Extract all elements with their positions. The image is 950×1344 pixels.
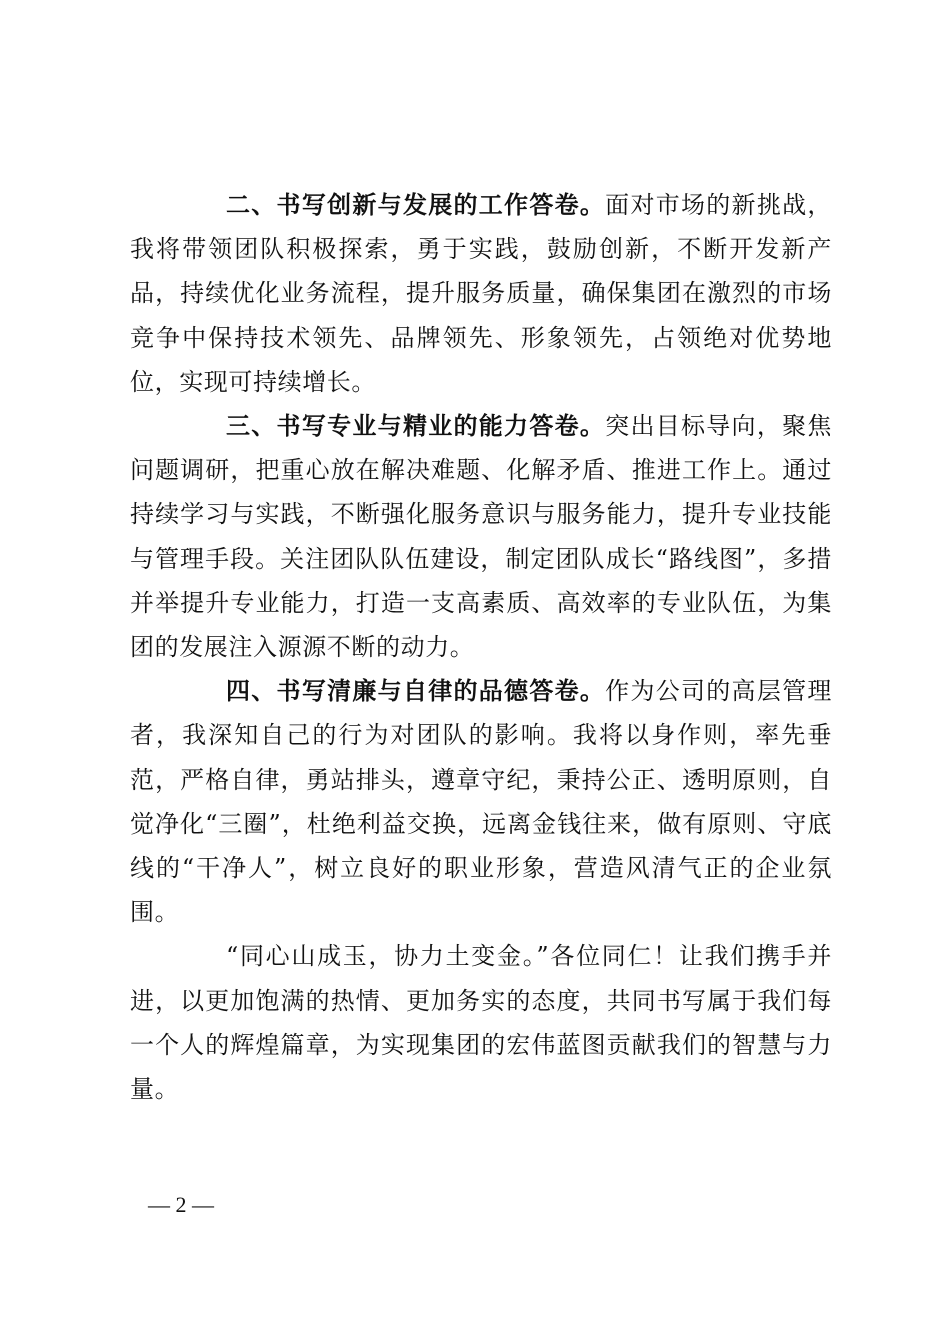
paragraph-text: 作为公司的高层管理者，我深知自己的行为对团队的影响。我将以身作则，率先垂范，严格自律，勇站排头，遵章守纪，秉持公正、透明原则，自觉净化“三圈”，杜绝利益交换，远离金钱往来，做有原则、守底线的“干净人”，树立良好的职业形象，营造风清气正的企业氛围。 bbox=[130, 677, 832, 927]
paragraph-closing bbox=[130, 934, 832, 1111]
paragraph-innovation bbox=[130, 183, 832, 404]
paragraph-text: 突出目标导向，聚焦问题调研，把重心放在解决难题、化解矛盾、推进工作上。通过持续学习与实践，不断强化服务意识与服务能力，提升专业技能与管理手段。关注团队队伍建设，制定团队成长“路线图”，多措并举提升专业能力，打造一支高素质、高效率的专业队伍，为集团的发展注入源源不断的动力。 bbox=[130, 412, 832, 662]
paragraph-heading: 二、书写创新与发展的工作答卷。 bbox=[226, 191, 606, 219]
paragraph-text: 面对市场的新挑战，我将带领团队积极探索，勇于实践，鼓励创新，不断开发新产品，持续优化业务流程，提升服务质量，确保集团在激烈的市场竞争中保持技术领先、品牌领先、形象领先，占领绝对优势地位，实现可持续增长。 bbox=[130, 191, 832, 396]
paragraph-professionalism bbox=[130, 404, 832, 669]
paragraph-integrity bbox=[130, 669, 832, 934]
paragraph-heading: 四、书写清廉与自律的品德答卷。 bbox=[226, 677, 606, 706]
paragraph-text: “同心山成玉，协力土变金。”各位同仁！让我们携手并进，以更加饱满的热情、更加务实的态度，共同书写属于我们每一个人的辉煌篇章，为实现集团的宏伟蓝图贡献我们的智慧与力量。 bbox=[130, 942, 832, 1104]
document-body bbox=[130, 183, 832, 1111]
page-number: — 2 — bbox=[148, 1192, 214, 1217]
paragraph-heading: 三、书写专业与精业的能力答卷。 bbox=[226, 412, 606, 441]
